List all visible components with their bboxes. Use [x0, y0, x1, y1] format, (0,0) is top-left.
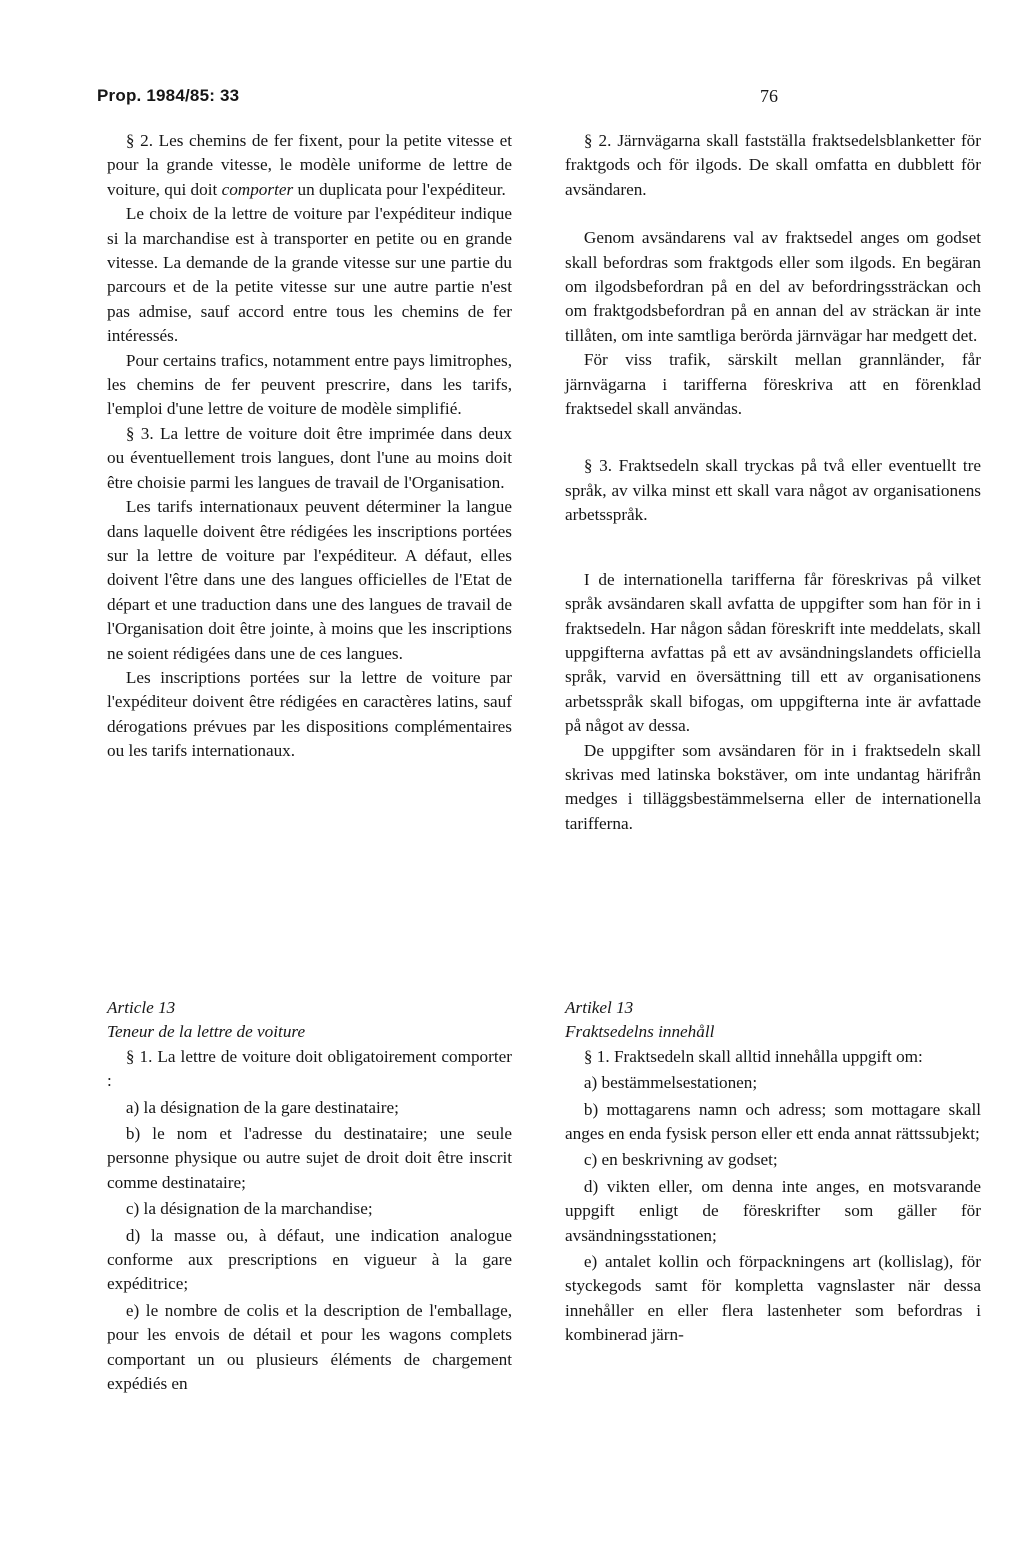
paragraph-text: Les chemins de fer fixent, pour la petite vitesse et pour la grande vitesse, le modèle uniforme de lettre de voiture, qui doit: [107, 131, 512, 199]
list-item: c) la désignation de la marchandise;: [125, 1199, 373, 1219]
swedish-column: [565, 129, 981, 836]
french-column: [107, 129, 512, 764]
list-item: d) la masse ou, à défaut, une indication analogue conforme aux prescriptions en vigueur à la gare expéditrice;: [107, 1225, 512, 1294]
article-paragraph: § 1. Fraktsedeln skall alltid innehålla uppgift om:: [583, 1046, 923, 1066]
french-paragraph-5: Les tarifs internationaux peuvent déterminer la langue dans laquelle doivent être rédigées les inscriptions portées sur la lettre de voiture par l'expéditeur. A défaut, elles doivent l'être dans une des langues officielles de l'Etat de départ et une traduction dans une des langues de travail de l'Organisation doit être jointe, à moins que les inscriptions ne soient rédigées dans une de ces langues.: [107, 497, 512, 663]
swedish-paragraph-1: § 2. Järnvägarna skall fastställa fraktsedelsblanketter för fraktgods och för ilgods. De skall omfatta en dubblett för avsändaren.: [565, 131, 981, 199]
article-subtitle: Fraktsedelns innehåll: [565, 1022, 715, 1042]
swedish-paragraph-3: För viss trafik, särskilt mellan grannländer, får järnvägarna i tarifferna föreskriva att en förenklad fraktsedel skall användas.: [565, 350, 981, 419]
swedish-paragraph-6: De uppgifter som avsändaren för in i fraktsedeln skall skrivas med latinska bokstäver, om inte undantag härifrån medges i tilläggsbestämmelserna eller de internationella tarifferna.: [565, 740, 981, 833]
page-number: 76: [760, 86, 778, 106]
list-item: e) antalet kollin och förpackningens art (kollislag), för styckegods samt för kompletta vagnslaster när dessa innehåller en eller flera lastenheter som befordras i kombinerad järn-: [565, 1252, 981, 1345]
list-item: d) vikten eller, om denna inte anges, en motsvarande uppgift enligt de föreskrifter som gäller för avsändningsstationen;: [565, 1176, 981, 1245]
swedish-paragraph-5: I de internationella tarifferna får föreskrivas på vilket språk avsändaren skall avfatta de uppgifter som han för in i fraktsedeln. Har någon sådan föreskrift inte meddelats, skall uppgifterna avfattas på ett av avsändningslandets officiella språk, varvid en översättning till ett av organisationens arbetsspråk skall bifogas, om uppgifterna inte är avfattade på något av dessa.: [565, 569, 981, 736]
french-paragraph-6: Les inscriptions portées sur la lettre de voiture par l'expéditeur doivent être rédigées en caractères latins, sauf dérogations prévues par les dispositions complémentaires ou les tarifs internationaux.: [107, 667, 512, 761]
swedish-article-13: [565, 996, 981, 1348]
article-paragraph: § 1. La lettre de voiture doit obligatoirement comporter :: [107, 1046, 512, 1091]
article-title: Artikel 13: [565, 998, 634, 1017]
list-item: a) la désignation de la gare destinataire;: [125, 1097, 399, 1117]
paragraph-text: un duplicata pour l'expéditeur.: [293, 179, 506, 199]
section-mark: § 2.: [125, 131, 153, 150]
article-subtitle: Teneur de la lettre de voiture: [107, 1022, 306, 1042]
list-item: a) bestämmelsestationen;: [583, 1073, 758, 1093]
publication-reference: Prop. 1984/85: 33: [97, 86, 240, 105]
list-item: e) le nombre de colis et la description de l'emballage, pour les envois de détail et pour les wagons complets comportant un ou plusieurs éléments de chargement expédiés en: [107, 1300, 512, 1394]
french-paragraph-4: § 3. La lettre de voiture doit être imprimée dans deux ou éventuellement trois langues, dont l'une au moins doit être choisie parmi les langues de travail de l'Organisation.: [107, 423, 512, 492]
list-item: b) mottagarens namn och adress; som mottagare skall anges en enda fysisk person eller ett enda annat rättssubjekt;: [565, 1099, 981, 1144]
french-paragraph-3: Pour certains trafics, notamment entre pays limitrophes, les chemins de fer peuvent prescrire, dans les tarifs, l'emploi d'une lettre de voiture de modèle simplifié.: [107, 350, 512, 419]
article-title: Article 13: [107, 998, 176, 1017]
italic-word: comporter: [221, 179, 294, 199]
french-paragraph-1: [107, 129, 512, 202]
french-article-13: [107, 996, 512, 1397]
swedish-paragraph-2: Genom avsändarens val av fraktsedel anges om godset skall befordras som fraktgods eller som ilgods. En begäran om ilgodsbefordran på en del av befordringssträckan och om fraktgodsbefordran på en annan del av sträckan är inte tillåten, om inte samtliga berörda järnvägar har medgett det.: [565, 228, 981, 345]
french-paragraph-2: Le choix de la lettre de voiture par l'expéditeur indique si la marchandise est à transporter en petite ou en grande vitesse. La demande de la grande vitesse sur une partie du parcours et de la petite vitesse sur une autre partie n'est pas admise, sauf accord entre tous les chemins de fer intéressés.: [107, 204, 512, 346]
list-item: c) en beskrivning av godset;: [583, 1150, 778, 1170]
list-item: b) le nom et l'adresse du destinataire; une seule personne physique ou autre sujet de droit doit être inscrit comme destinataire;: [107, 1124, 512, 1192]
swedish-paragraph-4: § 3. Fraktsedeln skall tryckas på två eller eventuellt tre språk, av vilka minst ett skall vara något av organisationens arbetsspråk.: [565, 456, 981, 525]
